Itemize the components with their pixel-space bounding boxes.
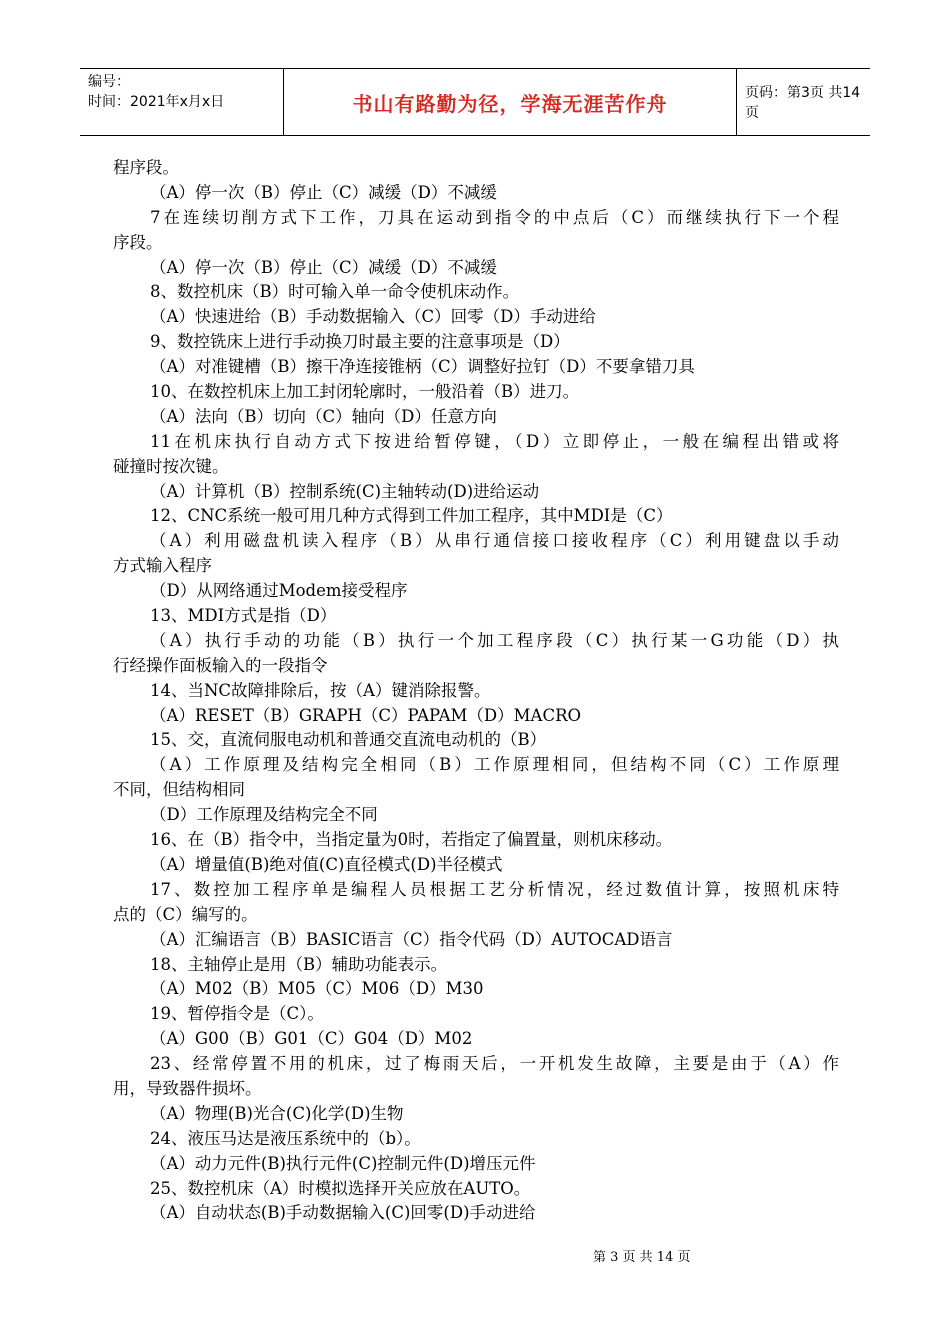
text-line: （A）利用磁盘机读入程序（B）从串行通信接口接收程序（C）利用键盘以手动 [150, 531, 839, 551]
text-line: 18、主轴停止是用（B）辅助功能表示。 [150, 954, 448, 974]
text-line: （D）从网络通过Modem接受程序 [150, 581, 408, 601]
text-line: （A）G00（B）G01（C）G04（D）M02 [150, 1029, 473, 1049]
text-line: （A）停一次（B）停止（C）减缓（D）不减缓 [150, 182, 497, 202]
text-line: 17、数控加工程序单是编程人员根据工艺分析情况，经过数值计算，按照机床特 [150, 879, 839, 899]
text-line: （A）自动状态(B)手动数据输入(C)回零(D)手动进给 [150, 1203, 536, 1223]
text-line: （A）动力元件(B)执行元件(C)控制元件(D)增压元件 [150, 1153, 536, 1173]
text-line: （A）M02（B）M05（C）M06（D）M30 [150, 979, 484, 999]
text-line: （A）执行手动的功能（B）执行一个加工程序段（C）执行某一G功能（D）执 [150, 630, 839, 650]
text-line: 15、交，直流伺服电动机和普通交直流电动机的（B） [150, 730, 547, 750]
text-line: （A）对准键槽（B）擦干净连接锥柄（C）调整好拉钉（D）不要拿错刀具 [150, 357, 695, 377]
text-line: （A）计算机（B）控制系统(C)主轴转动(D)进给运动 [150, 481, 540, 501]
page-header [80, 68, 870, 136]
text-line: 23、经常停置不用的机床，过了梅雨天后，一开机发生故障，主要是由于（A）作 [150, 1054, 839, 1074]
text-line: （A）汇编语言（B）BASIC语言（C）指令代码（D）AUTOCAD语言 [150, 929, 673, 949]
text-line: 点的（C）编写的。 [113, 904, 258, 924]
header-motto: 书山有路勤为径，学海无涯苦作舟 [283, 69, 737, 135]
text-line: （A）物理(B)光合(C)化学(D)生物 [150, 1103, 404, 1123]
text-line: 13、MDI方式是指（D） [150, 606, 337, 626]
header-info [80, 69, 283, 135]
text-line: 19、暂停指令是（C）。 [150, 1004, 324, 1024]
text-line: 24、液压马达是液压系统中的（b）。 [150, 1128, 421, 1148]
text-line: 8、数控机床（B）时可输入单一命令使机床动作。 [150, 282, 520, 302]
text-line: 行经操作面板输入的一段指令 [113, 655, 328, 675]
text-line: 25、数控机床（A）时模拟选择开关应放在AUTO。 [150, 1178, 531, 1198]
text-line: （A）法向（B）切向（C）轴向（D）任意方向 [150, 406, 497, 426]
footer-page-number: 第 3 页 共 14 页 [593, 1250, 691, 1265]
text-line: 碰撞时按次键。 [113, 456, 229, 476]
document-time-label: 时间：2021年x月x日 [88, 94, 225, 110]
text-line: （A）快速进给（B）手动数据输入（C）回零（D）手动进给 [150, 307, 596, 327]
text-line: 16、在（B）指令中，当指定量为0时，若指定了偏置量，则机床移动。 [150, 830, 673, 850]
text-line: （D）工作原理及结构完全不同 [150, 805, 378, 825]
header-page-number: 页码：第3页 共14页 [745, 85, 861, 121]
text-line: （A）RESET（B）GRAPH（C）PAPAM（D）MACRO [150, 705, 582, 725]
text-line: 11在机床执行自动方式下按进给暂停键，（D）立即停止，一般在编程出错或将 [150, 431, 839, 451]
text-line: 9、数控铣床上进行手动换刀时最主要的注意事项是（D） [150, 332, 570, 352]
text-line: 7在连续切削方式下工作，刀具在运动到指令的中点后（C）而继续执行下一个程 [150, 207, 839, 227]
text-line: （A）工作原理及结构完全相同（B）工作原理相同，但结构不同（C）工作原理 [150, 755, 839, 775]
text-line: 程序段。 [113, 158, 179, 177]
text-line: （A）增量值(B)绝对值(C)直径模式(D)半径模式 [150, 854, 503, 874]
document-body [113, 156, 839, 1226]
text-line: 10、在数控机床上加工封闭轮廓时，一般沿着（B）进刀。 [150, 382, 580, 402]
document-number-label: 编号： [88, 74, 130, 90]
text-line: 不同，但结构相同 [113, 780, 245, 800]
text-line: 14、当NC故障排除后，按（A）键消除报警。 [150, 680, 491, 700]
text-line: （A）停一次（B）停止（C）减缓（D）不减缓 [150, 257, 497, 277]
text-line: 用，导致器件损坏。 [113, 1078, 262, 1098]
text-line: 12、CNC系统一般可用几种方式得到工件加工程序，其中MDI是（C） [150, 506, 673, 526]
text-line: 方式输入程序 [113, 556, 212, 576]
text-line: 序段。 [113, 232, 163, 252]
